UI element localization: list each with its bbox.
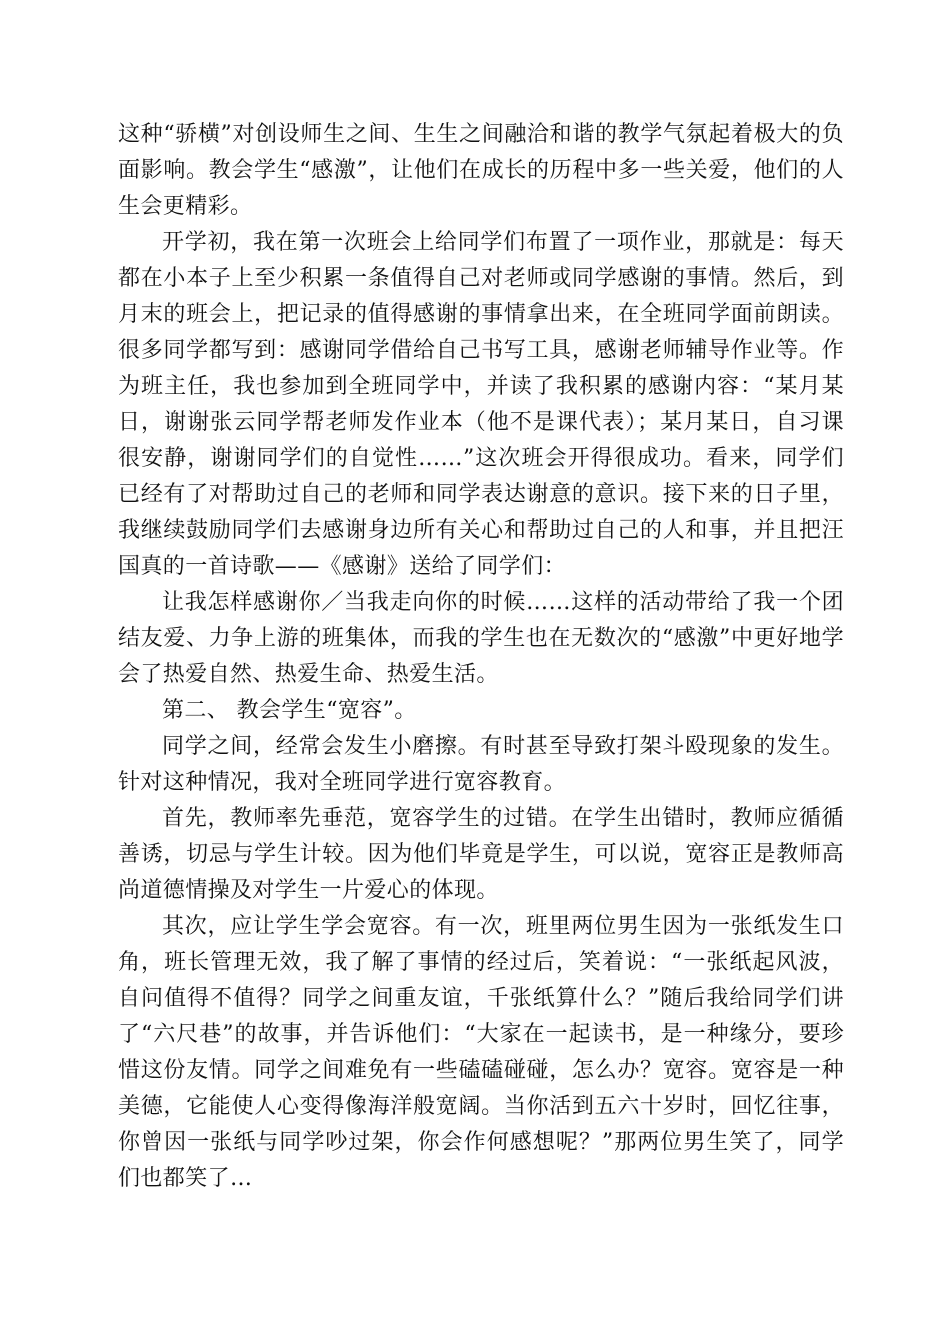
- paragraph-1: 这种“骄横”对创设师生之间、生生之间融洽和谐的教学气氛起着极大的负面影响。教会学生“感激”，让他们在成长的历程中多一些关爱，他们的人生会更精彩。: [118, 122, 844, 219]
- paragraph-7: 其次，应让学生学会宽容。有一次，班里两位男生因为一张纸发生口角，班长管理无效，我了解了事情的经过后，笑着说：“一张纸起风波，自问值得不值得？同学之间重友谊，千张纸算什么？”随后我给同学们讲了“六尺巷”的故事，并告诉他们：“大家在一起读书，是一种缘分，要珍惜这份友情。同学之间难免有一些磕磕碰碰，怎么办？宽容。宽容是一种美德，它能使人心变得像海洋般宽阔。当你活到五六十岁时，回忆往事，你曾因一张纸与同学吵过架，你会作何感想呢？”那两位男生笑了，同学们也都笑了…: [118, 914, 844, 1191]
- paragraph-3: 让我怎样感谢你／当我走向你的时候……这样的活动带给了我一个团结友爱、力争上游的班集体，而我的学生也在无数次的“感激”中更好地学会了热爱自然、热爱生命、热爱生活。: [118, 590, 844, 687]
- document-body: [118, 117, 844, 1197]
- paragraph-6: 首先，教师率先垂范，宽容学生的过错。在学生出错时，教师应循循善诱，切忌与学生计较。因为他们毕竟是学生，可以说，宽容正是教师高尚道德情操及对学生一片爱心的体现。: [118, 806, 844, 903]
- paragraph-5: 同学之间，经常会发生小磨擦。有时甚至导致打架斗殴现象的发生。针对这种情况，我对全班同学进行宽容教育。: [118, 734, 844, 795]
- section-heading-tolerance: 第二、 教会学生“宽容”。: [162, 698, 417, 723]
- paragraph-2: 开学初，我在第一次班会上给同学们布置了一项作业，那就是：每天都在小本子上至少积累一条值得自己对老师或同学感谢的事情。然后，到月末的班会上，把记录的值得感谢的事情拿出来，在全班同学面前朗读。很多同学都写到：感谢同学借给自己书写工具，感谢老师辅导作业等。作为班主任，我也参加到全班同学中，并读了我积累的感谢内容：“某月某日，谢谢张云同学帮老师发作业本（他不是课代表）；某月某日，自习课很安静，谢谢同学们的自觉性……”这次班会开得很成功。看来，同学们已经有了对帮助过自己的老师和同学表达谢意的意识。接下来的日子里，我继续鼓励同学们去感谢身边所有关心和帮助过自己的人和事，并且把汪国真的一首诗歌——《感谢》送给了同学们：: [118, 230, 844, 579]
